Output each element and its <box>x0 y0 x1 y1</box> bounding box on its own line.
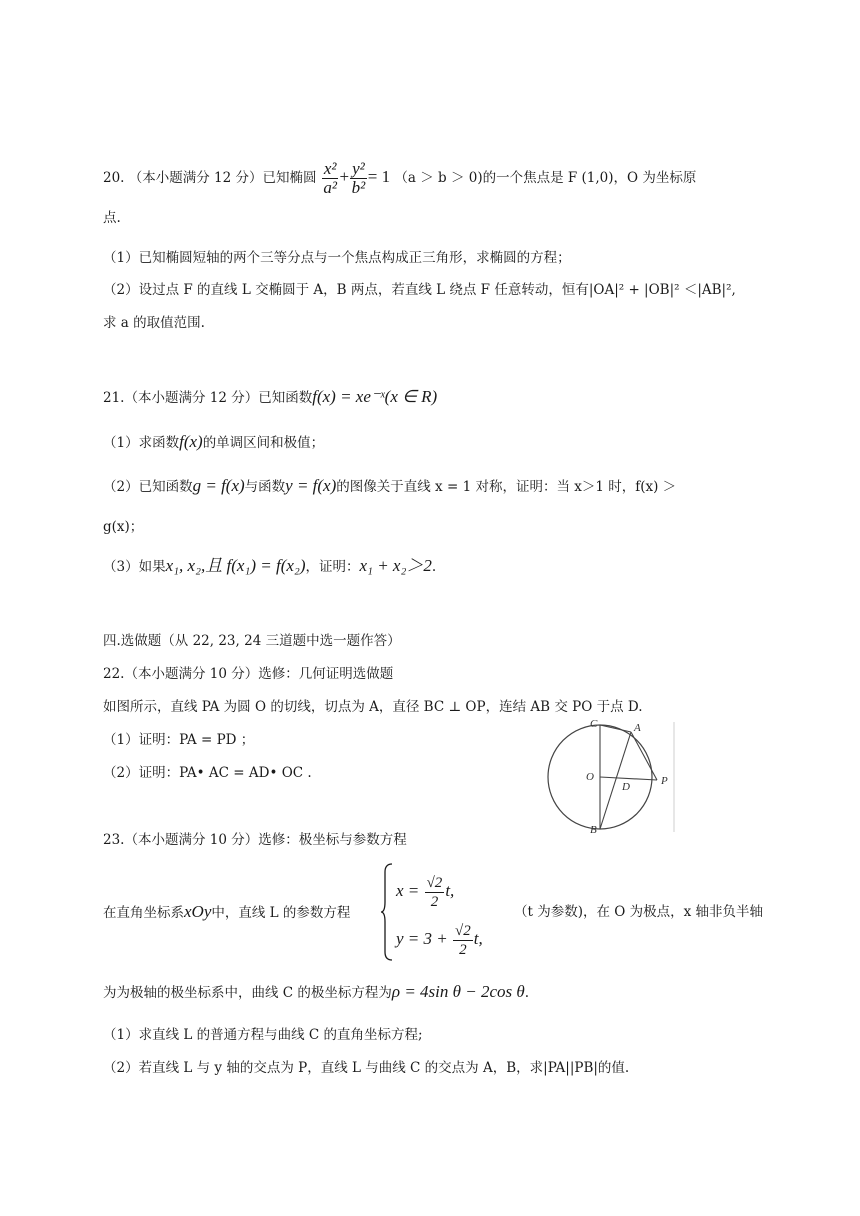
q20-part2: （2）设过点 F 的直线 L 交椭圆于 A，B 两点，若直线 L 绕点 F 任意转动，恒有|OA|² + |OB|² ＜|AB|², <box>103 282 736 298</box>
q21-p2-pre: （2）已知函数 <box>103 479 193 495</box>
q21-p3-math: x₁, x₂,且 f(x₁) = f(x₂) <box>165 556 306 575</box>
label-d: D <box>622 781 630 793</box>
q21-p1-post: 的单调区间和极值； <box>202 435 325 451</box>
q23-intro-post: （t 为参数)，在 O 为极点，x 轴非负半轴 <box>514 904 764 920</box>
q21-intro-text: 21.（本小题满分 12 分）已知函数 <box>103 390 313 406</box>
numerator-sqrt2: √2 <box>426 875 443 891</box>
fraction-sqrt2-over-2-x <box>425 874 445 911</box>
q20-intro-post: （a ＞ b ＞ 0)的一个焦点是 F (1,0)，O 为坐标原 <box>394 170 697 186</box>
q21-p3-math2: x₁ + x₂＞2 <box>359 556 432 575</box>
label-p: P <box>661 775 668 787</box>
q23-part2: （2）若直线 L 与 y 轴的交点为 P，直线 L 与曲线 C 的交点为 A，B，求|PA||PB|的值. <box>103 1060 630 1076</box>
geometry-figure <box>540 718 680 836</box>
param-eq-x <box>396 874 454 911</box>
line-op <box>600 777 657 780</box>
eq-y-lhs: y = 3 + <box>396 929 448 948</box>
q21-p1-math: f(x) <box>179 432 203 451</box>
q23-xoy: xOy <box>184 902 212 921</box>
eq-x-lhs: x = <box>396 881 420 900</box>
q20-part1: （1）已知椭圆短轴的两个三等分点与一个焦点构成正三角形，求椭圆的方程； <box>103 250 571 266</box>
equals-one: = 1 <box>367 167 391 186</box>
denominator-two: 2 <box>430 894 439 910</box>
fraction-x2-a2 <box>322 160 339 197</box>
q22-title: 22.（本小题满分 10 分）选修：几何证明选做题 <box>103 666 394 682</box>
denominator-two: 2 <box>459 942 467 958</box>
q20-intro-text: 20. （本小题满分 12 分）已知椭圆 <box>103 170 317 186</box>
q23-line2-pre: 为为极轴的极坐标系中，曲线 C 的极坐标方程为 <box>103 985 392 1001</box>
fraction-y2-b2 <box>350 160 367 197</box>
q21-p3-mid: ，证明： <box>305 559 360 575</box>
q21-part3 <box>103 556 436 577</box>
q23-intro <box>103 902 350 923</box>
q23-intro-pre: 在直角坐标系 <box>103 905 184 921</box>
q21-p1-pre: （1）求函数 <box>103 435 180 451</box>
q21-p2-math2: y = f(x) <box>285 476 337 495</box>
line-ca <box>600 725 631 732</box>
q21-p2-math1: g = f(x) <box>192 476 245 495</box>
denominator-b2: b² <box>351 178 366 197</box>
eq-x-t: t, <box>445 881 455 900</box>
left-brace-icon <box>380 862 394 962</box>
q23-intro-mid: 中，直线 L 的参数方程 <box>211 905 351 921</box>
numerator-sqrt2: √2 <box>455 923 471 939</box>
q23-line2-end: . <box>524 985 530 1001</box>
q20-intro-cont: 点. <box>103 210 121 226</box>
q20-intro: 20. （本小题满分 12 分）已知椭圆 $\frac{\text{x²}}{\text{a²}}$ + $\frac{\text{y²}}{\text{b²}}$ = 1 （a ＞ b ＞ 0)的一个焦点是 F (1,0)，O 为坐标原 <box>103 159 697 197</box>
q20-part2-cont: 求 a 的取值范围. <box>103 315 205 331</box>
q21-p2-mid: 与函数 <box>244 479 286 495</box>
q21-function-def: f(x) = xe⁻ˣ(x ∈ R) <box>312 387 438 406</box>
q21-intro <box>103 387 437 408</box>
section-four-heading: 四.选做题（从 22, 23, 24 三道题中选一题作答） <box>103 633 401 649</box>
q21-p3-pre: （3）如果 <box>103 559 166 575</box>
q21-part2-cont: g(x)； <box>103 519 144 535</box>
q22-intro: 如图所示，直线 PA 为圆 O 的切线，切点为 A，直径 BC ⊥ OP，连结 AB 交 PO 于点 D. <box>103 699 643 715</box>
q23-title: 23.（本小题满分 10 分）选修：极坐标与参数方程 <box>103 832 407 848</box>
eq-y-t: t, <box>473 929 483 948</box>
fraction-sqrt2-over-2-y <box>453 922 473 959</box>
label-b: B <box>590 824 597 836</box>
label-o: O <box>586 771 594 783</box>
q23-line2 <box>103 982 529 1003</box>
q21-p2-post: 的图像关于直线 x = 1 对称，证明：当 x＞1 时，f(x) ＞ <box>336 479 677 495</box>
q21-part1 <box>103 432 324 453</box>
numerator-x2: x² <box>323 159 337 178</box>
q22-part1: （1）证明：PA = PD ； <box>103 732 255 748</box>
numerator-y2: y² <box>352 159 365 178</box>
q23-polar-eq: ρ = 4sin θ − 2cos θ <box>391 982 525 1001</box>
q23-part1: （1）求直线 L 的普通方程与曲线 C 的直角坐标方程; <box>103 1027 423 1043</box>
label-a: A <box>634 722 641 734</box>
q21-part2 <box>103 476 676 497</box>
tangent-pa <box>631 732 657 780</box>
param-eq-y <box>396 922 483 959</box>
label-c: C <box>590 718 598 730</box>
q21-p3-end: . <box>431 559 437 575</box>
q22-part2: （2）证明：PA• AC = AD• OC . <box>103 765 312 781</box>
denominator-a2: a² <box>323 178 337 197</box>
